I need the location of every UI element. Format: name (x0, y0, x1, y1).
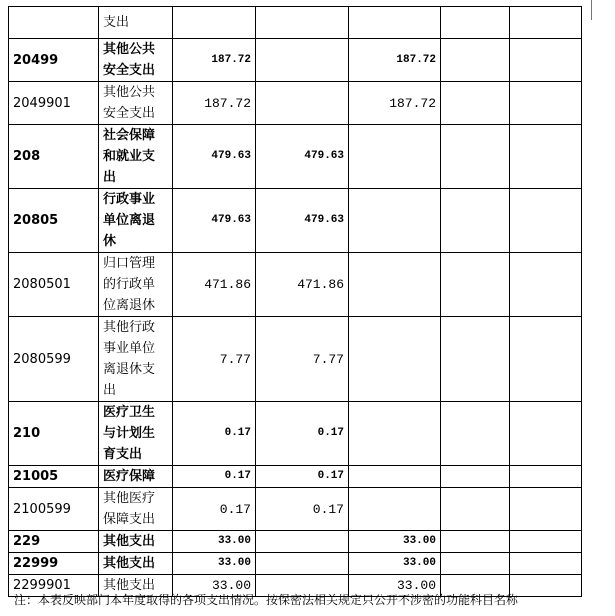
project-expenditure-cell (349, 7, 441, 39)
table-row (9, 317, 582, 402)
basic-expenditure-cell: 471.86 (256, 253, 349, 317)
basic-expenditure-cell: 0.17 (256, 402, 349, 466)
subject-name-cell: 支出 (99, 7, 173, 39)
project-expenditure-cell: 33.00 (349, 531, 441, 553)
table-row (9, 466, 582, 488)
basic-expenditure-cell: 479.63 (256, 189, 349, 253)
table-row (9, 531, 582, 553)
table-row (9, 7, 582, 39)
subject-name-cell: 其他支出 (99, 575, 173, 597)
empty-cell (441, 553, 510, 575)
total-amount-cell (173, 7, 256, 39)
subject-code-cell (9, 7, 99, 39)
subject-name-cell: 其他公共 安全支出 (99, 39, 173, 82)
total-amount-cell: 33.00 (173, 531, 256, 553)
subject-name-cell: 医疗卫生 与计划生 育支出 (99, 402, 173, 466)
table-row (9, 125, 582, 189)
table-row (9, 553, 582, 575)
empty-cell (510, 189, 582, 253)
project-expenditure-cell: 187.72 (349, 82, 441, 125)
project-expenditure-cell: 187.72 (349, 39, 441, 82)
table-row (9, 253, 582, 317)
project-expenditure-cell (349, 488, 441, 531)
subject-name-cell: 其他支出 (99, 531, 173, 553)
subject-name-cell: 其他支出 (99, 553, 173, 575)
total-amount-cell: 33.00 (173, 553, 256, 575)
table-footnote: 注：本表反映部门本年度取得的各项支出情况。按保密法相关规定只公开不涉密的功能科目名称 (14, 593, 519, 607)
basic-expenditure-cell (256, 39, 349, 82)
page-edge-divider (591, 0, 592, 20)
empty-cell (441, 125, 510, 189)
empty-cell (510, 466, 582, 488)
subject-name-cell: 医疗保障 (99, 466, 173, 488)
subject-code-cell: 21005 (9, 466, 99, 488)
basic-expenditure-cell: 7.77 (256, 317, 349, 402)
total-amount-cell: 0.17 (173, 402, 256, 466)
project-expenditure-cell (349, 466, 441, 488)
subject-code-cell: 2049901 (9, 82, 99, 125)
basic-expenditure-cell: 479.63 (256, 125, 349, 189)
project-expenditure-cell (349, 402, 441, 466)
total-amount-cell: 33.00 (173, 575, 256, 597)
project-expenditure-cell (349, 253, 441, 317)
subject-name-cell: 其他行政 事业单位 离退休支 出 (99, 317, 173, 402)
table-row (9, 39, 582, 82)
basic-expenditure-cell (256, 82, 349, 125)
total-amount-cell: 479.63 (173, 125, 256, 189)
basic-expenditure-cell (256, 553, 349, 575)
total-amount-cell: 7.77 (173, 317, 256, 402)
project-expenditure-cell: 33.00 (349, 553, 441, 575)
subject-name-cell: 其他医疗 保障支出 (99, 488, 173, 531)
subject-code-cell: 20499 (9, 39, 99, 82)
project-expenditure-cell: 33.00 (349, 575, 441, 597)
subject-code-cell: 229 (9, 531, 99, 553)
project-expenditure-cell (349, 125, 441, 189)
total-amount-cell: 187.72 (173, 39, 256, 82)
subject-code-cell: 20805 (9, 189, 99, 253)
subject-code-cell: 210 (9, 402, 99, 466)
total-amount-cell: 187.72 (173, 82, 256, 125)
empty-cell (510, 402, 582, 466)
empty-cell (510, 39, 582, 82)
empty-cell (441, 466, 510, 488)
table-row (9, 82, 582, 125)
subject-name-cell: 社会保障 和就业支 出 (99, 125, 173, 189)
table-row (9, 402, 582, 466)
basic-expenditure-cell: 0.17 (256, 488, 349, 531)
table-row (9, 189, 582, 253)
empty-cell (441, 531, 510, 553)
table-row (9, 488, 582, 531)
empty-cell (441, 7, 510, 39)
empty-cell (441, 488, 510, 531)
subject-code-cell: 2080599 (9, 317, 99, 402)
empty-cell (510, 488, 582, 531)
total-amount-cell: 479.63 (173, 189, 256, 253)
subject-code-cell: 208 (9, 125, 99, 189)
subject-code-cell: 2299901 (9, 575, 99, 597)
expenditure-table (8, 6, 582, 597)
basic-expenditure-cell (256, 531, 349, 553)
subject-name-cell: 行政事业 单位离退 休 (99, 189, 173, 253)
empty-cell (510, 125, 582, 189)
empty-cell (441, 189, 510, 253)
empty-cell (441, 39, 510, 82)
empty-cell (510, 531, 582, 553)
empty-cell (510, 553, 582, 575)
project-expenditure-cell (349, 317, 441, 402)
basic-expenditure-cell (256, 7, 349, 39)
subject-code-cell: 2100599 (9, 488, 99, 531)
empty-cell (510, 82, 582, 125)
total-amount-cell: 0.17 (173, 488, 256, 531)
empty-cell (441, 317, 510, 402)
subject-name-cell: 归口管理 的行政单 位离退休 (99, 253, 173, 317)
basic-expenditure-cell: 0.17 (256, 466, 349, 488)
total-amount-cell: 0.17 (173, 466, 256, 488)
empty-cell (510, 7, 582, 39)
empty-cell (441, 253, 510, 317)
subject-code-cell: 22999 (9, 553, 99, 575)
subject-name-cell: 其他公共 安全支出 (99, 82, 173, 125)
empty-cell (510, 317, 582, 402)
empty-cell (510, 253, 582, 317)
empty-cell (441, 402, 510, 466)
empty-cell (441, 82, 510, 125)
subject-code-cell: 2080501 (9, 253, 99, 317)
empty-cell (510, 575, 582, 597)
project-expenditure-cell (349, 189, 441, 253)
total-amount-cell: 471.86 (173, 253, 256, 317)
